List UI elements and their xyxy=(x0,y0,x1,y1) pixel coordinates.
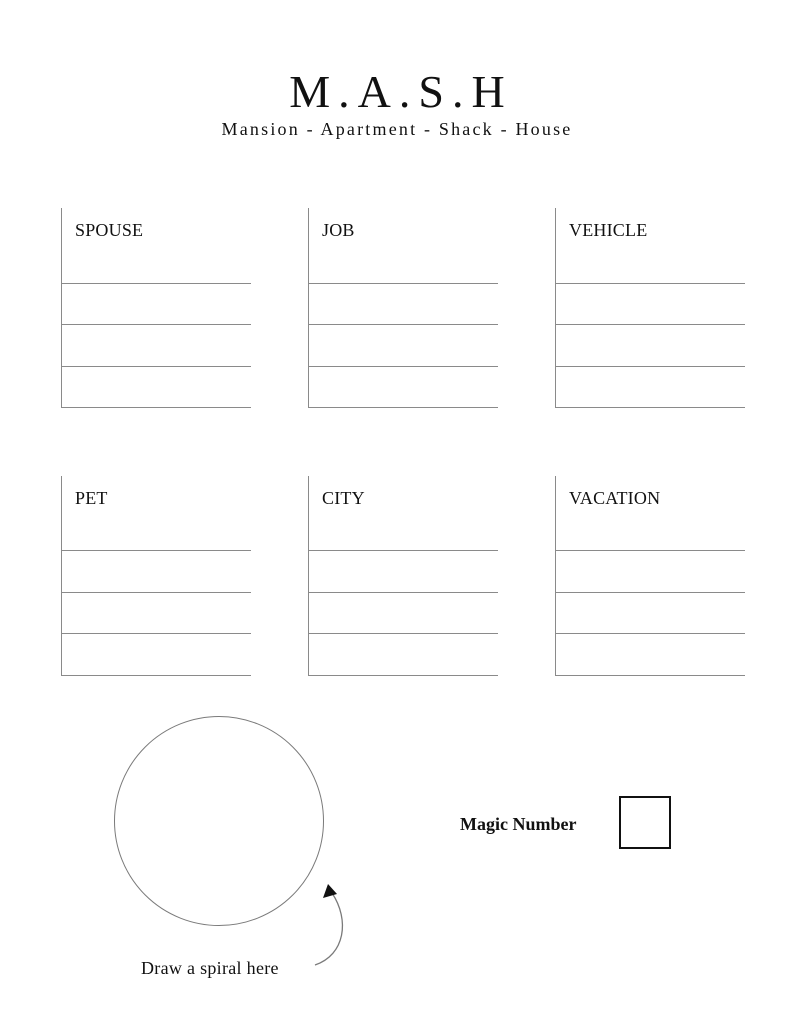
category-label: VACATION xyxy=(569,488,661,508)
answer-line[interactable] xyxy=(309,407,498,408)
category-box-vacation xyxy=(555,476,745,676)
magic-number-label: Magic Number xyxy=(460,814,577,834)
category-label: CITY xyxy=(322,488,365,508)
answer-line[interactable] xyxy=(556,633,745,634)
page-title: M.A.S.H xyxy=(289,66,513,117)
answer-line[interactable] xyxy=(556,324,745,325)
answer-line[interactable] xyxy=(62,633,251,634)
answer-line[interactable] xyxy=(309,283,498,284)
answer-line[interactable] xyxy=(62,550,251,551)
category-label: JOB xyxy=(322,220,355,240)
answer-line[interactable] xyxy=(62,675,251,676)
answer-line[interactable] xyxy=(62,407,251,408)
curved-arrow-icon xyxy=(290,875,360,975)
answer-line[interactable] xyxy=(62,324,251,325)
category-label: PET xyxy=(75,488,108,508)
answer-line[interactable] xyxy=(556,675,745,676)
answer-line[interactable] xyxy=(309,324,498,325)
answer-line[interactable] xyxy=(309,633,498,634)
category-label: VEHICLE xyxy=(569,220,648,240)
answer-line[interactable] xyxy=(556,283,745,284)
answer-line[interactable] xyxy=(556,592,745,593)
answer-line[interactable] xyxy=(309,366,498,367)
category-box-spouse xyxy=(61,208,251,408)
answer-line[interactable] xyxy=(62,592,251,593)
answer-line[interactable] xyxy=(556,366,745,367)
category-box-pet xyxy=(61,476,251,676)
answer-line[interactable] xyxy=(309,592,498,593)
spiral-instruction: Draw a spiral here xyxy=(141,958,279,978)
category-box-vehicle xyxy=(555,208,745,408)
answer-line[interactable] xyxy=(556,407,745,408)
category-box-city xyxy=(308,476,498,676)
category-box-job xyxy=(308,208,498,408)
answer-line[interactable] xyxy=(62,366,251,367)
category-label: SPOUSE xyxy=(75,220,144,240)
answer-line[interactable] xyxy=(62,283,251,284)
magic-number-box[interactable] xyxy=(619,796,671,849)
page-subtitle: Mansion - Apartment - Shack - House xyxy=(221,119,573,139)
answer-line[interactable] xyxy=(309,675,498,676)
answer-line[interactable] xyxy=(556,550,745,551)
answer-line[interactable] xyxy=(309,550,498,551)
